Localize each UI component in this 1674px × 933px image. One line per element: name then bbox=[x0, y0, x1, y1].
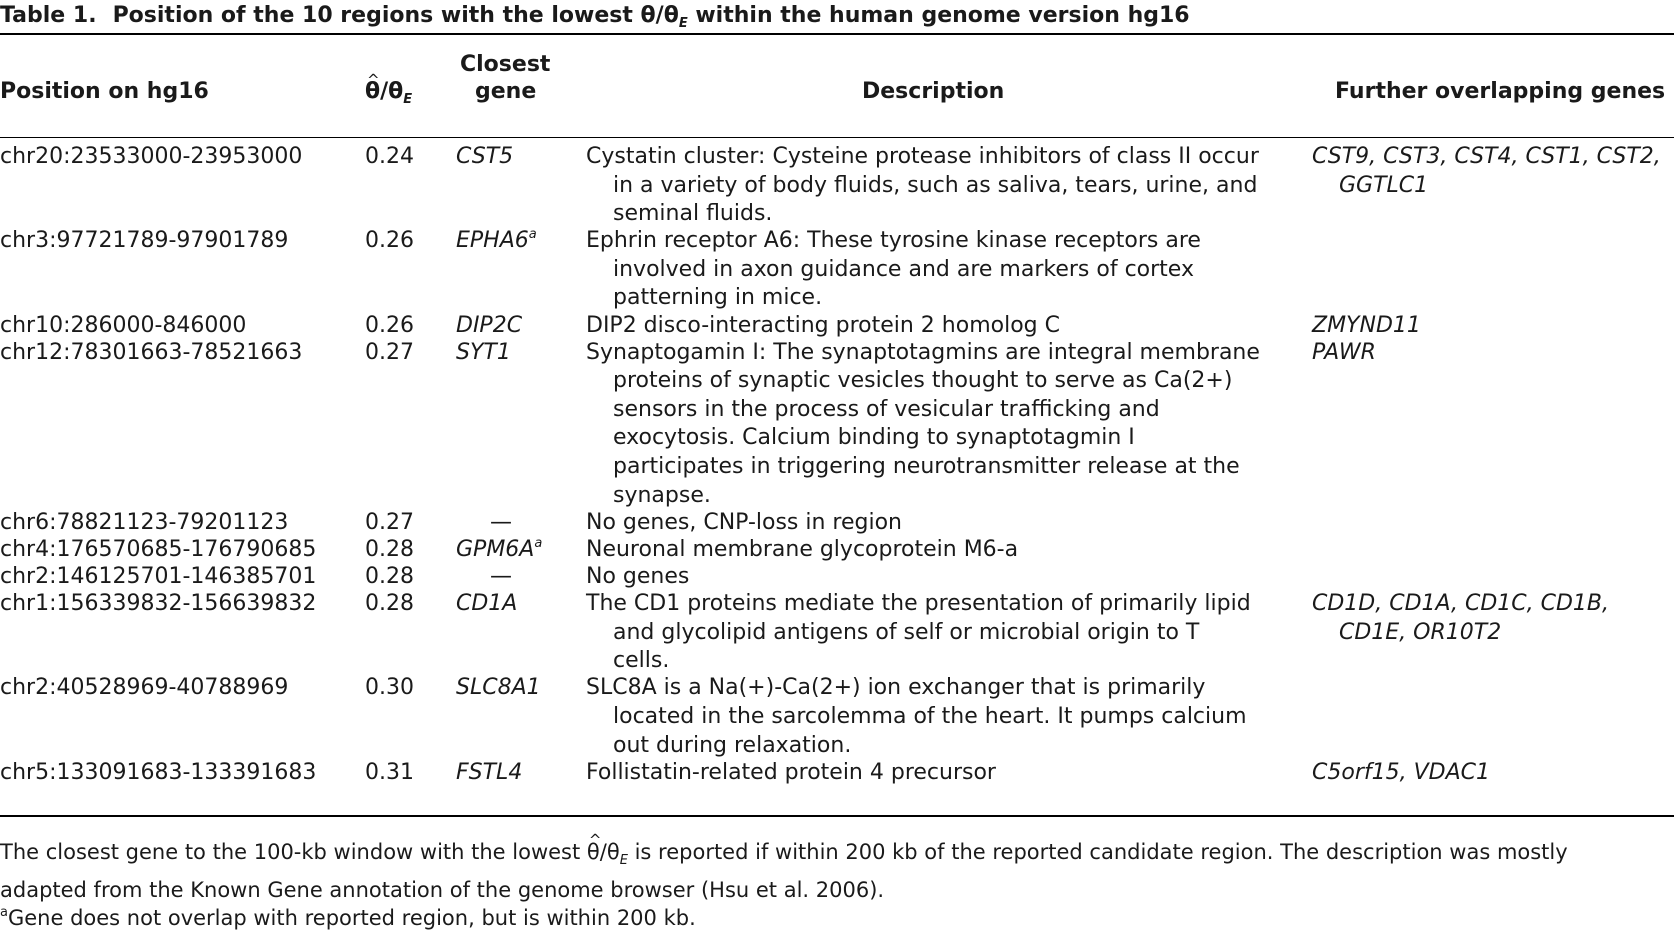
table-row bbox=[0, 536, 1674, 563]
description-line: SLC8A is a Na(+)-Ca(2+) ion exchanger that is primarily bbox=[586, 675, 1206, 701]
cell-description bbox=[586, 227, 1291, 313]
cell-ratio: 0.24 bbox=[365, 144, 414, 169]
further-genes-line: GGTLC1 bbox=[1339, 172, 1429, 198]
theta-hat-symbol: ^ θ bbox=[641, 3, 656, 28]
cell-position: chr2:146125701-146385701 bbox=[0, 563, 317, 589]
table-body bbox=[0, 143, 1674, 786]
cell-description bbox=[586, 590, 1291, 676]
cell-ratio: 0.26 bbox=[365, 228, 414, 254]
cell-ratio: 0.31 bbox=[365, 759, 414, 785]
table-row bbox=[0, 509, 1674, 536]
description-line: Ephrin receptor A6: These tyrosine kinase receptors are bbox=[586, 228, 1201, 254]
cell-ratio: 0.28 bbox=[365, 591, 414, 617]
cell-position: chr10:286000-846000 bbox=[0, 312, 247, 338]
description-line: No genes bbox=[586, 563, 690, 589]
cell-position: chr3:97721789-97901789 bbox=[0, 228, 289, 254]
cell-closest-gene bbox=[456, 143, 513, 172]
table-row bbox=[0, 590, 1674, 674]
cell-closest-gene bbox=[490, 509, 512, 538]
table-title-subscript: E bbox=[678, 16, 688, 31]
cell-position: chr1:156339832-156639832 bbox=[0, 591, 317, 617]
gene-name: GPM6A bbox=[456, 536, 535, 562]
description-line: synapse. bbox=[613, 482, 711, 508]
cell-closest-gene bbox=[456, 227, 537, 256]
cell-further-genes bbox=[1312, 339, 1674, 368]
top-rule bbox=[0, 33, 1674, 35]
description-line: cells. bbox=[613, 648, 670, 674]
header-theta-hat: ^ θ bbox=[365, 78, 380, 106]
header-position: Position on hg16 bbox=[0, 79, 209, 104]
description-line: in a variety of body fluids, such as saliva, tears, urine, and bbox=[613, 172, 1258, 198]
cell-position: chr2:40528969-40788969 bbox=[0, 675, 289, 701]
description-line: Cystatin cluster: Cysteine protease inhibitors of class II occur bbox=[586, 144, 1259, 169]
description-line: sensors in the process of vesicular trafficking and bbox=[613, 396, 1160, 422]
gene-name: — bbox=[490, 509, 512, 535]
description-line: exocytosis. Calcium binding to synaptotagmin I bbox=[613, 425, 1135, 451]
description-line: proteins of synaptic vesicles thought to serve as Ca(2+) bbox=[613, 368, 1233, 394]
further-genes-line: C5orf15, VDAC1 bbox=[1312, 759, 1490, 785]
cell-closest-gene bbox=[456, 674, 541, 703]
gene-name: SYT1 bbox=[456, 339, 511, 365]
description-line: located in the sarcolemma of the heart. It pumps calcium bbox=[613, 703, 1247, 729]
cell-ratio: 0.28 bbox=[365, 536, 414, 562]
table-title-end: within the human genome version hg16 bbox=[687, 3, 1190, 28]
footnote-text-end: is reported if within 200 kb of the reported candidate region. The description was mostly bbox=[627, 840, 1568, 864]
further-genes-line: ZMYND11 bbox=[1312, 312, 1421, 338]
description-line: Neuronal membrane glycoprotein M6-a bbox=[586, 536, 1019, 562]
cell-position: chr20:23533000-23953000 bbox=[0, 144, 303, 169]
header-gene-line2: gene bbox=[475, 79, 537, 104]
gene-name: SLC8A1 bbox=[456, 675, 541, 701]
gene-name: FSTL4 bbox=[456, 759, 523, 785]
cell-description bbox=[586, 312, 1291, 341]
footnote-marker: a bbox=[0, 905, 8, 920]
table-footnotes bbox=[0, 838, 1674, 933]
header-ratio-sub: E bbox=[403, 92, 413, 107]
table-caption bbox=[0, 3, 1190, 31]
cell-closest-gene bbox=[456, 312, 522, 341]
cell-position: chr5:133091683-133391683 bbox=[0, 759, 317, 785]
header-description: Description bbox=[862, 79, 1005, 104]
table-row bbox=[0, 339, 1674, 509]
cell-closest-gene bbox=[456, 536, 542, 565]
footnote-line-2: adapted from the Known Gene annotation of the genome browser (Hsu et al. 2006). bbox=[0, 877, 885, 902]
cell-description bbox=[586, 759, 1291, 788]
description-line: The CD1 proteins mediate the presentation of primarily lipid bbox=[586, 591, 1251, 617]
description-line: and glycolipid antigens of self or microbial origin to T bbox=[613, 619, 1200, 645]
description-line: DIP2 disco-interacting protein 2 homolog C bbox=[586, 312, 1060, 338]
description-line: patterning in mice. bbox=[613, 285, 823, 311]
cell-position: chr12:78301663-78521663 bbox=[0, 339, 303, 365]
description-line: participates in triggering neurotransmitter release at the bbox=[613, 454, 1240, 480]
gene-name: EPHA6 bbox=[456, 228, 529, 254]
cell-description bbox=[586, 509, 1291, 538]
footnote-text-start: The closest gene to the 100-kb window with the lowest bbox=[0, 840, 587, 864]
cell-ratio: 0.26 bbox=[365, 312, 414, 338]
gene-name: CD1A bbox=[456, 591, 518, 617]
header-ratio bbox=[365, 78, 412, 114]
cell-further-genes bbox=[1312, 143, 1674, 200]
cell-position: chr4:176570685-176790685 bbox=[0, 536, 317, 562]
table-title-ratio-sep: /θ bbox=[655, 3, 679, 28]
description-line: No genes, CNP-loss in region bbox=[586, 509, 902, 535]
header-further-genes: Further overlapping genes bbox=[1335, 79, 1666, 104]
header-gene-line1: Closest bbox=[460, 52, 551, 77]
description-line: seminal fluids. bbox=[613, 201, 773, 227]
cell-description bbox=[586, 339, 1291, 511]
footnote-text: Gene does not overlap with reported region, but is within 200 kb. bbox=[7, 906, 696, 930]
cell-description bbox=[586, 563, 1291, 592]
cell-ratio: 0.27 bbox=[365, 509, 414, 535]
cell-closest-gene bbox=[456, 339, 511, 368]
gene-footnote-marker: a bbox=[534, 535, 543, 551]
further-genes-line: CD1D, CD1A, CD1C, CD1B, bbox=[1312, 591, 1609, 617]
cell-position: chr6:78821123-79201123 bbox=[0, 509, 289, 535]
table-row bbox=[0, 759, 1674, 786]
further-genes-line: PAWR bbox=[1312, 339, 1376, 365]
cell-description bbox=[586, 674, 1291, 760]
footnote-theta-hat: ^ θ bbox=[587, 838, 600, 867]
cell-description bbox=[586, 536, 1291, 565]
further-genes-line: CST9, CST3, CST4, CST1, CST2, bbox=[1312, 144, 1661, 169]
header-rule bbox=[0, 137, 1674, 138]
gene-name: DIP2C bbox=[456, 312, 523, 338]
cell-closest-gene bbox=[456, 590, 517, 619]
further-genes-line: CD1E, OR10T2 bbox=[1339, 619, 1502, 645]
cell-further-genes bbox=[1312, 759, 1674, 788]
gene-name: CST5 bbox=[456, 144, 514, 169]
footnote-line-3 bbox=[0, 904, 1674, 933]
description-line: involved in axon guidance and are markers of cortex bbox=[613, 256, 1194, 282]
gene-footnote-marker: a bbox=[528, 227, 537, 243]
description-line: Synaptogamin I: The synaptotagmins are integral membrane bbox=[586, 339, 1260, 365]
bottom-rule bbox=[0, 815, 1674, 817]
footnote-line-1 bbox=[0, 838, 1674, 876]
table-title-start: Position of the 10 regions with the lowest bbox=[112, 3, 641, 28]
table-row bbox=[0, 563, 1674, 590]
description-line: out during relaxation. bbox=[613, 732, 852, 758]
gene-name: — bbox=[490, 563, 512, 589]
footnote-ratio-sub: E bbox=[619, 853, 628, 868]
cell-closest-gene bbox=[490, 563, 512, 592]
description-line: Follistatin-related protein 4 precursor bbox=[586, 759, 996, 785]
table-row bbox=[0, 143, 1674, 227]
footnote-ratio-sep: /θ bbox=[599, 840, 620, 864]
table-row bbox=[0, 312, 1674, 339]
cell-description bbox=[586, 143, 1291, 229]
table-label: Table 1. bbox=[0, 3, 97, 28]
cell-ratio: 0.27 bbox=[365, 339, 414, 365]
cell-closest-gene bbox=[456, 759, 522, 788]
cell-ratio: 0.28 bbox=[365, 563, 414, 589]
cell-further-genes bbox=[1312, 590, 1674, 647]
cell-further-genes bbox=[1312, 312, 1674, 341]
table-row bbox=[0, 674, 1674, 758]
header-ratio-sep: /θ bbox=[380, 79, 404, 104]
table-row bbox=[0, 227, 1674, 311]
cell-ratio: 0.30 bbox=[365, 675, 414, 701]
